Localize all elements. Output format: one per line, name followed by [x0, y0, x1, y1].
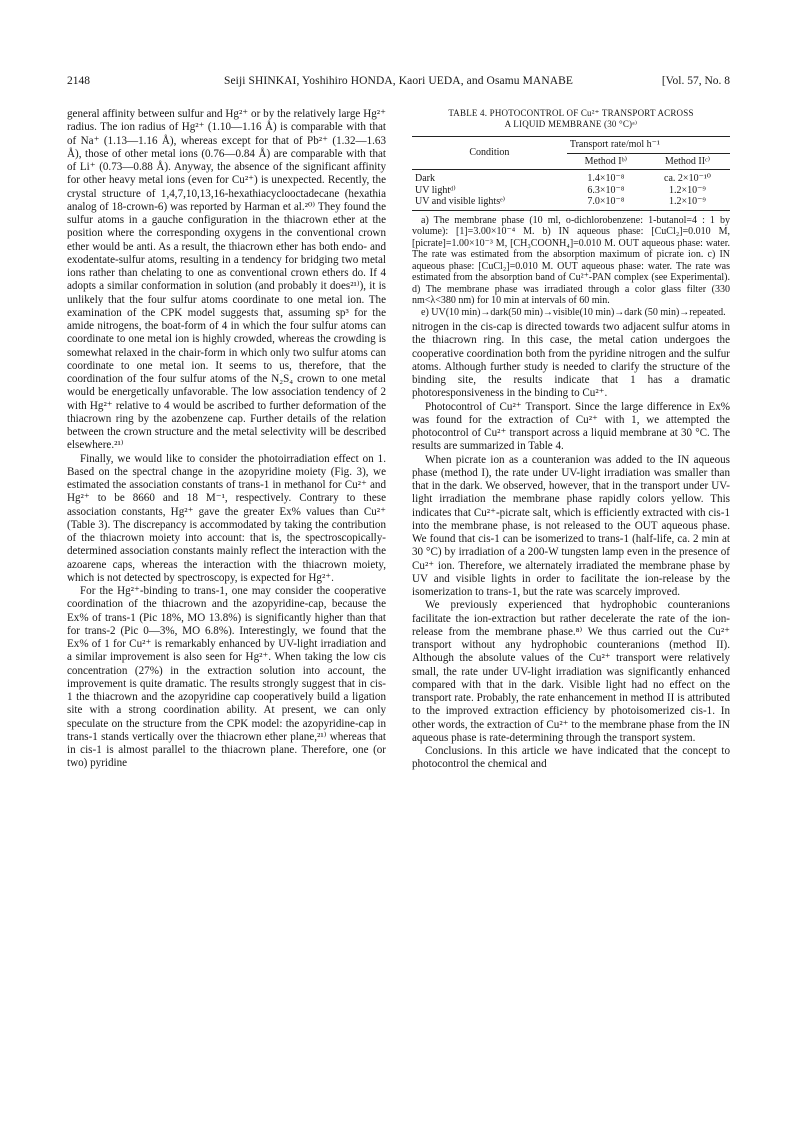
cell-method-1: 6.3×10⁻⁸ — [587, 184, 625, 196]
table-footnote: e) UV(10 min)→dark(50 min)→visible(10 min)→dark (50 min)→repeated. — [421, 306, 726, 318]
cell-condition: UV lightᵈ⁾ — [415, 184, 456, 196]
paragraph: general affinity between sulfur and Hg²⁺ or by the relatively large Hg²⁺ radius. The ion radius of Hg²⁺ (1.10—1.16 Å) is comparable with that of Na⁺ (1.13—1.16 Å), whereas except for that of Pb²⁺ (1.32—1.63 Å), those of other metal ions (0.76—0.84 Å) are comparable with that of Li⁺ (0.73—0.88 Å). Anyway, the absence of the significant affinity for other heavy metal ions (even for Cu²⁺) is unexpected. Recently, the crystal structure of 1,4,7,10,13,16-hexathiacyclooctadecane (hexathia analog of 18-crown-6) was reported by Harman et al.²⁰⁾ They found the sulfur atoms in a gauche configuration in the thiacrown ether at the position where the corresponding oxygens in the conventional crown ether would be anti. As a result, the thiacrown ether has both endo- and exodentate-sulfur atoms, resulting in a tendency for bridging two metal ions rather than chelating to one as conventional crown ethers do. If 4 adopts a similar conformation in solution (and probably it does²¹⁾), it is unlikely that the four sulfur atoms coordinate to one metal ion. The examination of the CPK model suggests that, assuming sp³ for the amide nitrogens, the boat-form of 4 in which the four sulfur atoms can coordinate to one metal ion is highly crowded, whereas the crowding is somewhat relaxed in the chair-form in which only two sulfur atoms can coordinate to one metal ion. It seems to us, therefore, that the coordination of the four sulfur atoms of the N₂S₄ crown to one metal would be energetically unfavorable. The low association tendency of 2 with Hg²⁺ relative to 4 would be ascribed to further deformation of the thiacrown ring by the azobenzene cap. Further details of the relation between the crown structure and the metal selectivity will be described elsewhere.²¹⁾ — [67, 108, 386, 452]
header-method-1: Method Iᵇ⁾ — [584, 155, 628, 167]
header-method-2: Method IIᶜ⁾ — [664, 155, 711, 167]
cell-condition: UV and visible lightsᵉ⁾ — [415, 196, 506, 207]
table-caption-line: A LIQUID MEMBRANE (30 °C)ᵃ⁾ — [504, 119, 638, 129]
cell-method-1: 1.4×10⁻⁸ — [587, 173, 625, 184]
paragraph: When picrate ion as a counteranion was added to the IN aqueous phase (method I), the rate under UV-light irradiation was smaller than that in the dark. We observed, however, that in the transport under UV-light irradiation the membrane phase rapidly colors yellow. This indicates that Cu²⁺-picrate salt, which is efficiently extracted with cis-1 into the membrane phase, is not released to the OUT aqueous phase. We found that cis-1 can be isomerized to trans-1 (half-life, ca. 2 min at 30 °C) by irradiation of a 200-W tungsten lamp even in the presence of Cu²⁺ ion. Therefore, we alternately irradiated the membrane phase by UV and visible lights in order to facilitate the ion-release by the isomerization to trans-1, but the rate was scarcely improved. — [412, 453, 730, 598]
header-transport-rate: Transport rate/mol h⁻¹ — [567, 137, 730, 154]
section-paragraph: Conclusions. In this article we have indicated that the concept to photocontrol the chemical and — [412, 745, 730, 771]
header-condition: Condition — [469, 147, 510, 159]
table-header-row — [412, 137, 730, 154]
table-row — [412, 196, 730, 210]
paragraph: For the Hg²⁺-binding to trans-1, one may consider the cooperative coordination of the thiacrown and the azopyridine-cap, because the Ex% of trans-1 (Pic 18%, MO 13.8%) is significantly higher than that for trans-2 (Pic 0—3%, MO 6.8%). Interestingly, we found that the Ex% of 1 for Cu²⁺ is remarkably enhanced by UV-light irradiation and a similar improvement is also seen for Hg²⁺. When taking the low cis concentration (27%) in the extraction solution into account, the improvement is quite dramatic. The results strongly suggest that in cis-1 the thiacrown and the azopyridine cap cooperatively build a ligation site with a strong coordination ability. At present, we can only speculate on the structure from the CPK model: the azopyridine-cap in trans-1 stands vertically over the thiacrown ether plane,²¹⁾ whereas that in cis-1 is almost parallel to the thiacrown plane. Therefore, one (or two) pyridine — [67, 585, 386, 770]
cell-condition: Dark — [415, 173, 435, 184]
running-authors: Seiji SHINKAI, Yoshihiro HONDA, Kaori UEDA, and Osamu MANABE — [223, 75, 574, 87]
left-column — [67, 108, 386, 771]
paragraph: nitrogen in the cis-cap is directed towards two adjacent sulfur atoms in the thiacrown ring. In this case, the metal cation undergoes the cooperative coordination both from the pyridine nitrogen and the sulfur atoms. Although further study is needed to clarify the structure of the binding site, the results indicate that 1 has a dramatic photoresponsiveness in the binding to Cu²⁺. — [412, 321, 730, 400]
table-footnotes — [412, 215, 730, 319]
cell-method-2: ca. 2×10⁻¹⁰ — [664, 173, 711, 184]
paragraph: Finally, we would like to consider the photoirradiation effect on 1. Based on the spectral change in the azopyridine moiety (Fig. 3), we estimated the association constants of trans-1 in methanol for Cu²⁺ and Hg²⁺ to be 8660 and 18 M⁻¹, respectively. Contrary to these association constants, Hg²⁺ gave the greater Ex% values than Cu²⁺ (Table 3). The discrepancy is accommodated by taking the contribution of the thiacrown moiety into account: that is, the spectroscopically-determined association constants mainly reflect the interaction with the azoarene caps, whereas the interaction with the thiacrown moiety, which is not detected by spectroscopy, is expected for Hg²⁺. — [67, 452, 386, 584]
table-caption — [412, 108, 730, 130]
right-column — [412, 108, 730, 772]
volume-info: [Vol. 57, No. 8 — [661, 75, 730, 87]
table-row — [412, 170, 730, 185]
cell-method-2: 1.2×10⁻⁹ — [669, 184, 706, 196]
table-row — [412, 185, 730, 197]
table-footnote: a) The membrane phase (10 ml, o-dichlorobenzene: 1-butanol=4 : 1 by volume): [1]=3.00×10⁻⁴ M. b) IN aqueous phase: [CuCl₂]=0.010 M, [picrate]=1.00×10⁻³ M, [CH₃COONH₄]=0.010 M. OUT aqueous phase: water. The rate was estimated from the absorption maximum of picrate ion. c) IN aqueous phase: [CuCl₂]=0.010 M. OUT aqueous phase: water. The rate was estimated from the absorption band of Cu²⁺-PAN complex (see Experimental). d) The membrane phase was irradiated through a color glass filter (330 nm<λ<380 nm) for 10 min at intervals of 60 min. — [412, 214, 730, 306]
section-paragraph: Photocontrol of Cu²⁺ Transport. Since the large difference in Ex% was found for the extraction of Cu²⁺ with 1, we attempted the photocontrol of Cu²⁺ transport across a liquid membrane at 30 °C. The results are summarized in Table 4. — [412, 400, 730, 453]
page-number: 2148 — [67, 75, 90, 87]
table-caption-line: TABLE 4. PHOTOCONTROL OF Cu²⁺ TRANSPORT ACROSS — [448, 108, 694, 118]
paragraph: We previously experienced that hydrophobic counteranions facilitate the ion-extraction but rather decelerate the rate of the ion-release from the membrane phase.⁸⁾ We thus carried out the Cu²⁺ transport without any hydrophobic counteranions (method II). Although the absolute values of the Cu²⁺ transport were relatively small, the rate under UV-light irradiation was significantly enhanced compared with that in the dark. Visible light had no effect on the transport rate. Probably, the rate enhancement in method II is attributed to the improved extraction efficiency by photoisomerized cis-1. In other words, the extraction of Cu²⁺ to the membrane phase from the IN aqueous phase is rate-determining through the transport system. — [412, 599, 730, 744]
table-4 — [412, 136, 730, 211]
cell-method-1: 7.0×10⁻⁸ — [587, 196, 625, 207]
cell-method-2: 1.2×10⁻⁹ — [669, 196, 706, 207]
page-header — [67, 75, 730, 91]
